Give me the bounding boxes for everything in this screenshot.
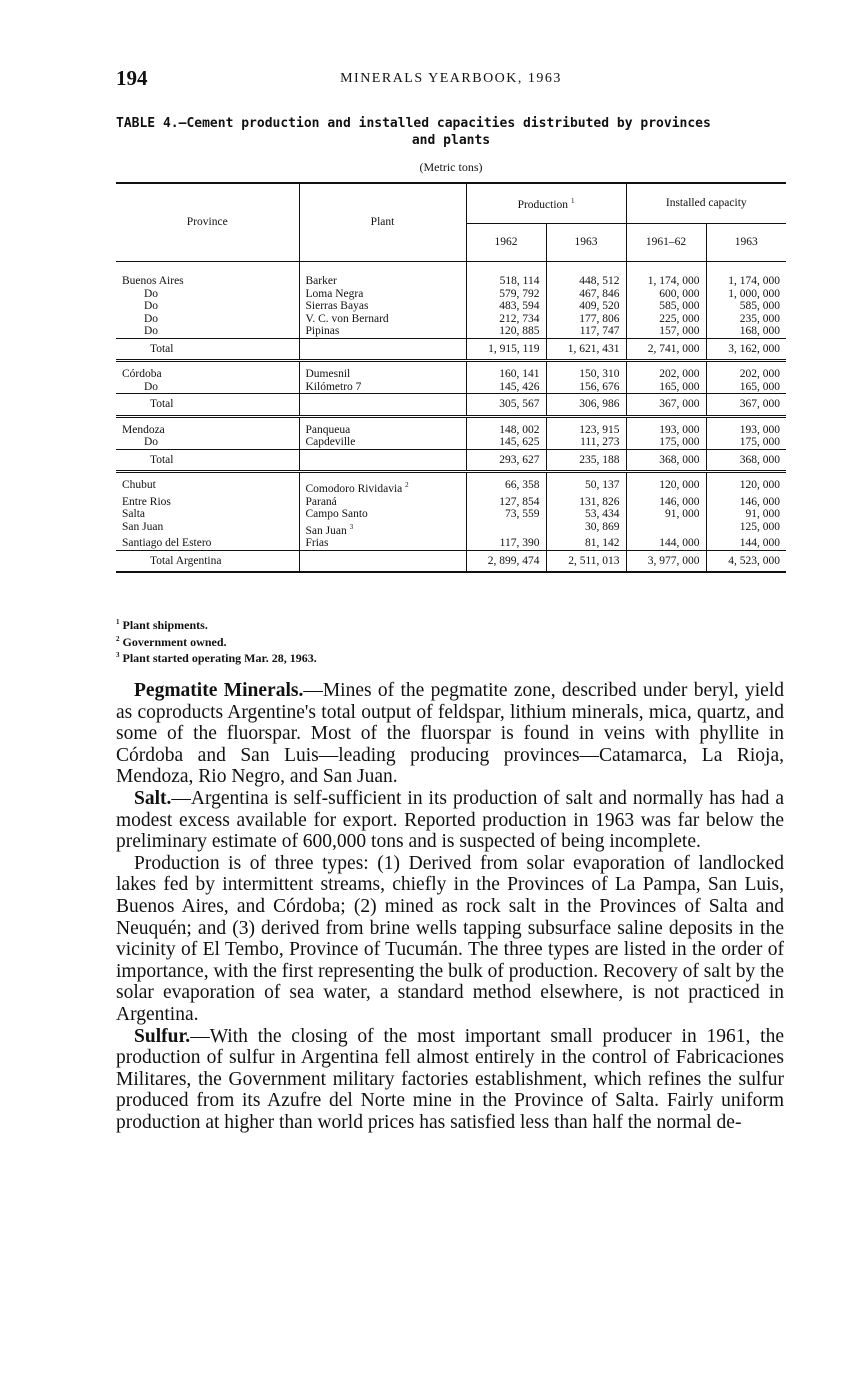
paragraph-heading: Sulfur. — [134, 1025, 191, 1047]
cell-province: Entre Rios — [122, 495, 171, 508]
cell-value: 193, 000 — [706, 424, 786, 437]
table-row — [116, 479, 786, 496]
cell-value: 177, 806 — [546, 313, 626, 326]
cell-value: 120, 885 — [466, 325, 546, 338]
cell-value: 168, 000 — [706, 325, 786, 338]
page-header — [116, 66, 786, 94]
total-row — [116, 449, 786, 472]
paragraph-text: Production is of three types: (1) Derived from solar evaporation of landlocked lakes fed by intermittent streams, chiefly in the Provinces of La Pampa, San Luis, Buenos Aires, and Córdoba; (2) mined as rock salt in the Provinces of Salta and Neuquén; and (3) derived from brine wells tapping subsurface saline deposits in the vicinity of El Tembo, Province of Tucumán. The three types are listed in the order of importance, with the first representing the bulk of production. Recovery of salt by the solar evaporation of sea water, a standard method elsewhere, is not practiced in Argentina. — [116, 852, 784, 1025]
header-1963: 1963 — [546, 223, 626, 261]
footnote-mark: 2 — [116, 634, 120, 643]
cell-value: 3, 977, 000 — [626, 550, 706, 572]
header-cap-1963: 1963 — [706, 223, 786, 261]
cell-province: Do — [144, 312, 159, 325]
cell-value: 585, 000 — [626, 300, 706, 313]
cell-plant — [299, 479, 466, 496]
header-production — [466, 183, 626, 223]
grand-total-row — [116, 550, 786, 572]
table-footnotes — [116, 616, 786, 666]
cell-value: 91, 000 — [626, 508, 706, 521]
cell-value: 1, 621, 431 — [546, 338, 626, 361]
cell-value: 202, 000 — [626, 368, 706, 381]
cell-value: 368, 000 — [626, 449, 706, 472]
page-number: 194 — [116, 66, 148, 90]
table-row — [116, 436, 786, 449]
cell-value: 125, 000 — [706, 521, 786, 538]
cell-value: 123, 915 — [546, 424, 626, 437]
cell-value: 235, 188 — [546, 449, 626, 472]
cell-plant: V. C. von Bernard — [299, 313, 466, 326]
table-row — [116, 537, 786, 550]
cell-value: 120, 000 — [626, 479, 706, 496]
cell-value: 579, 792 — [466, 288, 546, 301]
paragraph-salt-types — [116, 853, 784, 1026]
cell-province: Mendoza — [122, 423, 165, 436]
cell-value: 202, 000 — [706, 368, 786, 381]
cell-province: Buenos Aires — [122, 275, 184, 287]
cell-value: 157, 000 — [626, 325, 706, 338]
cell-plant: Sierras Bayas — [299, 300, 466, 313]
footnote-mark: 3 — [116, 651, 120, 659]
cell-value: 483, 594 — [466, 300, 546, 313]
cell-value: 1, 174, 000 — [626, 275, 706, 288]
cell-value: 144, 000 — [706, 537, 786, 550]
cell-value: 53, 434 — [546, 508, 626, 521]
cell-value: 2, 899, 474 — [466, 550, 546, 572]
paragraph-pegmatite — [116, 680, 784, 788]
cell-plant: Barker — [299, 275, 466, 288]
cell-province: Córdoba — [122, 368, 162, 380]
table-units: (Metric tons) — [419, 160, 483, 174]
cell-value: 4, 523, 000 — [706, 550, 786, 572]
cell-value: 293, 627 — [466, 449, 546, 472]
cell-value: 600, 000 — [626, 288, 706, 301]
table-row — [116, 381, 786, 394]
paragraph-text: —Mines of the pegmatite zone, described under beryl, yield as coproducts Argentine's total output of feldspar, lithium minerals, mica, quartz, and some of the fluorspar. Most of the fluorspar is found in veins with phyllite in Córdoba and San Luis—leading producing provinces—Catamarca, La Rioja, Mendoza, Rio Negro, and San Juan. — [116, 680, 784, 788]
cell-value: 30, 869 — [546, 521, 626, 538]
footnote-text: Plant shipments. — [122, 618, 208, 632]
cell-value: 467, 846 — [546, 288, 626, 301]
cell-value: 305, 567 — [466, 394, 546, 417]
table-row — [116, 424, 786, 437]
table-row — [116, 521, 786, 538]
cell-plant: Frias — [299, 537, 466, 550]
cell-value: 150, 310 — [546, 368, 626, 381]
cell-value: 81, 142 — [546, 537, 626, 550]
table-row — [116, 508, 786, 521]
table-row — [116, 300, 786, 313]
header-cap-1961-62: 1961–62 — [626, 223, 706, 261]
cell-plant: Panqueua — [299, 424, 466, 437]
body-text — [116, 680, 784, 1133]
cell-province: San Juan — [122, 520, 164, 533]
table-row — [116, 496, 786, 509]
cell-province: Do — [144, 325, 159, 337]
table-row — [116, 325, 786, 338]
cell-value: 409, 520 — [546, 300, 626, 313]
cell-value — [626, 521, 706, 538]
total-row — [116, 394, 786, 417]
cell-value: 367, 000 — [626, 394, 706, 417]
cell-value: 367, 000 — [706, 394, 786, 417]
table-caption — [116, 115, 786, 149]
footnote — [116, 616, 786, 633]
total-row — [116, 338, 786, 361]
total-label: Total — [116, 449, 299, 472]
cell-value: 156, 676 — [546, 381, 626, 394]
cell-value — [466, 521, 546, 538]
header-province: Province — [116, 183, 299, 261]
table-caption-lead: TABLE 4.—Cement production and installed capacities distributed by provinces — [116, 116, 711, 131]
cell-value: 131, 826 — [546, 496, 626, 509]
cell-value: 145, 426 — [466, 381, 546, 394]
cell-value: 144, 000 — [626, 537, 706, 550]
cell-value: 146, 000 — [626, 496, 706, 509]
header-capacity: Installed capacity — [626, 183, 786, 223]
cell-value: 2, 741, 000 — [626, 338, 706, 361]
cell-value: 235, 000 — [706, 313, 786, 326]
cell-value: 175, 000 — [626, 436, 706, 449]
footnote-ref: 1 — [570, 197, 575, 205]
cell-value: 146, 000 — [706, 496, 786, 509]
cell-plant: Pipinas — [299, 325, 466, 338]
table-row — [116, 313, 786, 326]
cell-value: 120, 000 — [706, 479, 786, 496]
cell-value: 145, 625 — [466, 436, 546, 449]
total-label: Total — [116, 338, 299, 361]
footnote-text: Government owned. — [122, 634, 227, 649]
cell-plant: Dumesnil — [299, 368, 466, 381]
cell-value: 165, 000 — [626, 381, 706, 394]
cell-value: 585, 000 — [706, 300, 786, 313]
paragraph-text: —With the closing of the most important small producer in 1961, the production of sulfur in Argentina fell almost entirely in the control of Fabricaciones Militares, the Government military factories establishment, which refines the sulfur produced from its Azufre del Norte mine in the Province of Salta. Fairly uniform production at higher than world prices has satisfied less than half the normal de- — [116, 1025, 784, 1133]
cell-value: 148, 002 — [466, 424, 546, 437]
paragraph-text: —Argentina is self-sufficient in its production of salt and normally has had a modest excess available for export. Reported production in 1963 was far below the preliminary estimate of 600,000 tons and is suspected of being incomplete. — [116, 787, 784, 853]
cell-value: 368, 000 — [706, 449, 786, 472]
cell-value: 518, 114 — [466, 275, 546, 288]
cell-plant: Kilómetro 7 — [299, 381, 466, 394]
paragraph-sulfur — [116, 1026, 784, 1134]
footnote-mark: 1 — [116, 618, 120, 626]
cell-province: Chubut — [122, 479, 156, 491]
cell-province: Santiago del Estero — [122, 537, 212, 549]
plant-name: Comodoro Rividavia — [305, 483, 403, 495]
cell-value: 2, 511, 013 — [546, 550, 626, 572]
cell-value: 117, 747 — [546, 325, 626, 338]
cell-province: Salta — [122, 508, 145, 520]
cell-value: 66, 358 — [466, 479, 546, 496]
paragraph-salt — [116, 788, 784, 853]
paragraph-heading: Salt. — [134, 787, 172, 809]
header-production-label: Production — [517, 199, 569, 211]
cell-value: 1, 000, 000 — [706, 288, 786, 301]
running-title: MINERALS YEARBOOK, 1963 — [340, 71, 562, 86]
header-1962: 1962 — [466, 223, 546, 261]
cell-plant: Capdeville — [299, 436, 466, 449]
footnote-ref: 2 — [405, 481, 409, 489]
grand-total-label: Total Argentina — [116, 550, 299, 572]
cell-value: 175, 000 — [706, 436, 786, 449]
cell-plant: Loma Negra — [299, 288, 466, 301]
total-label: Total — [116, 394, 299, 417]
cell-province: Do — [144, 300, 159, 312]
cell-province: Do — [144, 287, 159, 300]
footnote-ref: 3 — [349, 522, 354, 531]
cell-value: 3, 162, 000 — [706, 338, 786, 361]
cell-province: Do — [144, 436, 159, 448]
footnote-text: Plant started operating Mar. 28, 1963. — [122, 651, 317, 665]
table-row — [116, 275, 786, 288]
cell-value: 91, 000 — [706, 508, 786, 521]
table-row — [116, 288, 786, 301]
cell-value: 111, 273 — [546, 436, 626, 449]
cell-value: 160, 141 — [466, 368, 546, 381]
cell-plant: Paraná — [299, 496, 466, 509]
cell-value: 448, 512 — [546, 275, 626, 288]
cell-value: 1, 174, 000 — [706, 275, 786, 288]
cell-value: 117, 390 — [466, 537, 546, 550]
cell-province: Do — [144, 380, 159, 393]
cell-value: 1, 915, 119 — [466, 338, 546, 361]
table-caption-tail: and plants — [411, 133, 491, 148]
cell-value: 165, 000 — [706, 381, 786, 394]
header-plant: Plant — [299, 183, 466, 261]
table-row — [116, 368, 786, 381]
footnote — [116, 633, 786, 650]
paragraph-heading: Pegmatite Minerals. — [134, 680, 304, 701]
cell-value: 50, 137 — [546, 479, 626, 496]
footnote — [116, 649, 786, 666]
cement-table — [116, 182, 786, 573]
cell-value: 193, 000 — [626, 424, 706, 437]
cell-value: 73, 559 — [466, 508, 546, 521]
plant-name: San Juan — [305, 524, 347, 537]
cell-value: 225, 000 — [626, 313, 706, 326]
cell-value: 212, 734 — [466, 313, 546, 326]
cell-plant: Campo Santo — [299, 508, 466, 521]
cell-value: 306, 986 — [546, 394, 626, 417]
cell-plant — [299, 521, 466, 538]
cell-value: 127, 854 — [466, 496, 546, 509]
